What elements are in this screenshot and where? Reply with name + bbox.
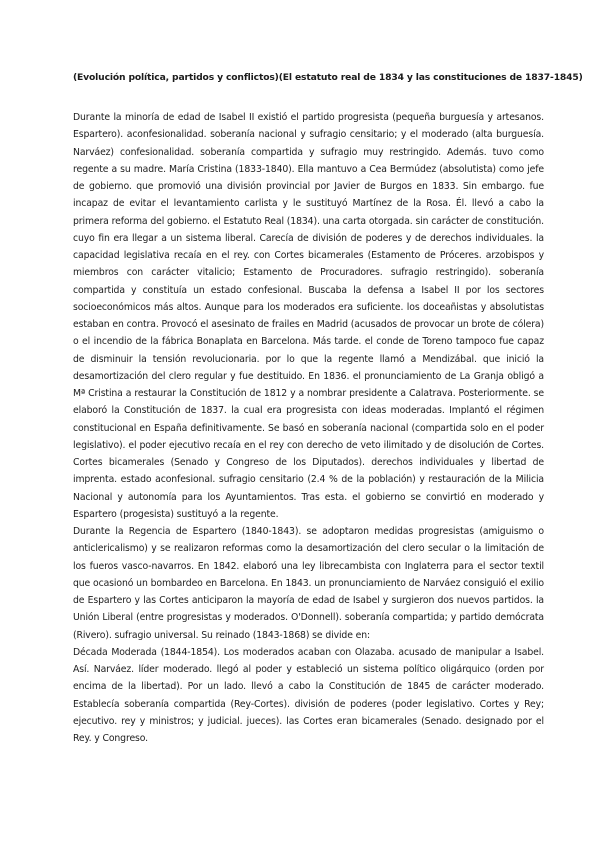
document-body [73,109,544,747]
document-title: (Evolución política, partidos y conflictos)(El estatuto real de 1834 y las constituciones de 1837-1845) [73,72,583,83]
paragraph-3: Década Moderada (1844-1854). Los moderados acaban con Olazaba. acusado de manipular a Isabel. Así. Narváez. líder moderado. llegó al poder y estableció un sistema político oligárquico (orden por encima de la libertad). Por un lado. llevó a cabo la Constitución de 1845 de carácter moderado. Establecía soberanía compartida (Rey-Cortes). división de poderes (poder legislativo. Cortes y Rey; ejecutivo. rey y ministros; y judicial. jueces). las Cortes eran bicamerales (Senado. designado por el Rey. y Congreso. [73,646,544,744]
paragraph-2: Durante la Regencia de Espartero (1840-1843). se adoptaron medidas progresistas (amiguismo o anticlericalismo) y se realizaron reformas como la desamortización del clero secular o la limitación de los fueros vasco-navarros. En 1842. elaboró una ley librecambista con Inglaterra para el sector textil que ocasionó un bombardeo en Barcelona. En 1843. un pronunciamiento de Narváez consiguió el exilio de Espartero y las Cortes anticiparon la mayoría de edad de Isabel y surgieron dos nuevos partidos. la Unión Liberal (entre progresistas y moderados. O'Donnell). soberanía compartida; y partido demócrata (Rivero). sufragio universal. Su reinado (1843-1868) se divide en: [73,526,544,641]
paragraph-1: Durante la minoría de edad de Isabel II existió el partido progresista (pequeña burguesía y artesanos. Espartero). aconfesionalidad. soberanía nacional y sufragio censitario; y el moderado (alta burguesía. Narváez) confesionalidad. soberanía compartida y sufragio muy restringido. Además. tuvo como regente a su madre. María Cristina (1833-1840). Ella mantuvo a Cea Bermúdez (absolutista) como jefe de gobierno. que promovió una división provincial por Javier de Burgos en 1833. Sin embargo. fue incapaz de evitar el levantamiento carlista y le sustituyó Martínez de la Rosa. Él. llevó a cabo la primera reforma del gobierno. el Estatuto Real (1834). una carta otorgada. sin carácter de constitución. cuyo fin era llegar a un sistema liberal. Carecía de división de poderes y de derechos individuales. la capacidad legislativa recaía en el rey. con Cortes bicamerales (Estamento de Próceres. arzobispos y miembros con carácter vitalicio; Estamento de Procuradores. sufragio restringido). soberanía compartida y constituía un estado confesional. Buscaba la defensa a Isabel II por los sectores socioeconómicos más altos. Aunque para los moderados era suficiente. los doceañistas y absolutistas estaban en contra. Provocó el asesinato de frailes en Madrid (acusados de provocar un brote de cólera) o el incendio de la fábrica Bonaplata en Barcelona. Más tarde. el conde de Toreno tampoco fue capaz de disminuir la tensión revolucionaria. por lo que la regente llamó a Mendizábal. que inició la desamortización del clero regular y fue destituido. En 1836. el pronunciamiento de La Granja obligó a Mª Cristina a restaurar la Constitución de 1812 y a nombrar presidente a Calatrava. Posteriormente. se elaboró la Constitución de 1837. la cual era progresista con ideas moderadas. Implantó el régimen constitucional en España definitivamente. Se basó en soberanía nacional (compartida solo en el poder legislativo). el poder ejecutivo recaía en el rey con derecho de veto ilimitado y de disolución de Cortes. Cortes bicamerales (Senado y Congreso de los Diputados). derechos individuales y libertad de imprenta. estado aconfesional. sufragio censitario (2.4 % de la población) y restauración de la Milicia Nacional y autonomía para los Ayuntamientos. Tras esta. el gobierno se convirtió en moderado y Espartero (progesista) sustituyó a la regente. [73,112,544,520]
